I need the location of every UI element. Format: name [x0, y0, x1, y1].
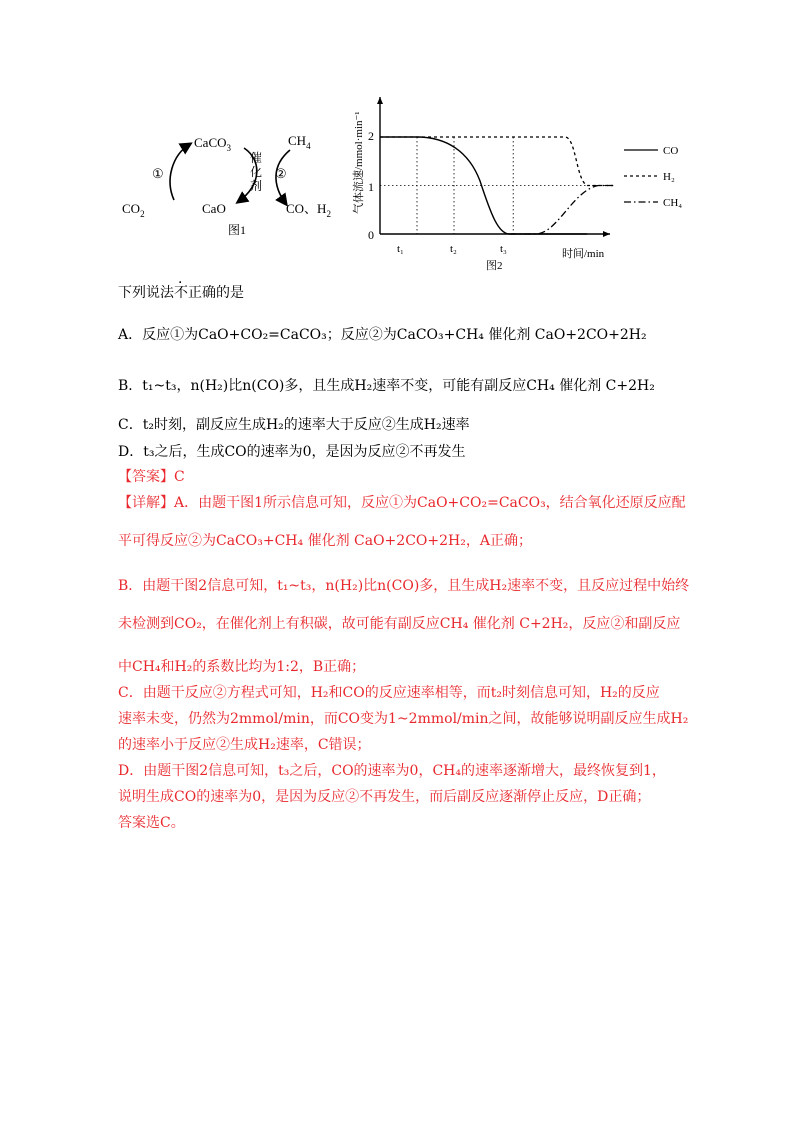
explanation-line-1: 【详解】A．由题干图1所示信息可知，反应①为CaO+CO₂=CaCO₃，结合氧化还原反应配: [118, 495, 686, 511]
fig2-xtick-t3: t₃: [500, 243, 507, 255]
fig2-xtick-t2: t₂: [450, 243, 457, 255]
explanation-line-3: B．由题干图2信息可知，t₁~t₃，n(H₂)比n(CO)多，且生成H₂速率不变，且反应过程中始终: [118, 578, 690, 594]
series-h2-line: [380, 137, 613, 186]
explanation-line-6: C．由题干反应②方程式可知，H₂和CO的反应速率相等，而t₂时刻信息可知，H₂的反应: [118, 685, 660, 701]
explanation-line-10: 说明生成CO的速率为0，是因为反应②不再发生，而后副反应逐渐停止反应，D正确；: [118, 789, 651, 805]
legend-h2: H₂: [663, 171, 675, 183]
fig2-ytick-2: 2: [368, 129, 374, 143]
fig2-caption: 图2: [486, 260, 503, 272]
answer-label: 【答案】C: [118, 469, 185, 485]
legend-co: CO: [663, 145, 679, 157]
fig2-ytick-0: 0: [368, 228, 374, 242]
fig1-catalyst-3: 剂: [250, 179, 263, 193]
fig1-catalyst-2: 化: [250, 165, 263, 179]
option-d: D．t₃之后，生成CO的速率为0，是因为反应②不再发生: [118, 444, 466, 460]
explanation-line-7: 速率未变，仍然为2mmol/min，而CO变为1~2mmol/min之间，故能够说明副反应生成H₂: [118, 711, 689, 727]
fig1-ch4: $CH_4$: [288, 133, 311, 151]
fig2-xtick-t1: t₁: [397, 243, 404, 255]
figure-1: [110, 120, 350, 240]
explanation-line-11: 答案选C。: [118, 815, 185, 831]
fig1-co2: $CO_2$: [122, 201, 145, 219]
fig1-products: CO、$H_2$: [286, 201, 331, 219]
option-b: B．t₁~t₃，n(H₂)比n(CO)多，且生成H₂速率不变，可能有副反应CH₄ 催化剂 C+2H₂: [118, 378, 655, 394]
fig2-ytick-1: 1: [368, 180, 374, 194]
explanation-line-8: 的速率小于反应②生成H₂速率，C错误；: [118, 737, 371, 753]
series-ch4-line: [510, 186, 614, 235]
figure-2-chart: [340, 92, 700, 272]
fig2-ylabel: 气体流速/mmol·min⁻¹: [353, 111, 365, 214]
option-a: A．反应①为CaO+CO₂=CaCO₃；反应②为CaCO₃+CH₄ 催化剂 CaO+2CO+2H₂: [118, 327, 647, 343]
fig1-cao: CaO: [202, 201, 226, 216]
fig1-arrow-left: [170, 144, 190, 200]
fig1-caption: 图1: [228, 223, 247, 237]
option-c: C．t₂时刻，副反应生成H₂的速率大于反应②生成H₂速率: [118, 417, 470, 433]
explanation-line-4: 未检测到CO₂，在催化剂上有积碳，故可能有副反应CH₄ 催化剂 C+2H₂，反应②和副反应: [118, 616, 681, 632]
explanation-line-2: 平可得反应②为CaCO₃+CH₄ 催化剂 CaO+2CO+2H₂，A正确；: [118, 533, 532, 549]
legend-ch4: CH₄: [663, 197, 683, 209]
x-axis-arrow: [603, 231, 610, 237]
fig1-step1: ①: [152, 166, 164, 181]
explanation-line-9: D．由题干图2信息可知，t₃之后，CO的速率为0，CH₄的速率逐渐增大，最终恢复到1，: [118, 763, 666, 779]
fig1-catalyst-1: 催: [250, 151, 263, 165]
fig1-caco3: CaCO$_3$: [194, 135, 231, 153]
question-stem: 下列说法不正确的是: [118, 285, 244, 301]
y-axis-arrow: [377, 97, 383, 104]
fig1-step2: ②: [275, 166, 287, 181]
fig2-xlabel: 时间/min: [562, 248, 605, 260]
explanation-line-5: 中CH₄和H₂的系数比均为1:2，B正确；: [118, 659, 366, 675]
